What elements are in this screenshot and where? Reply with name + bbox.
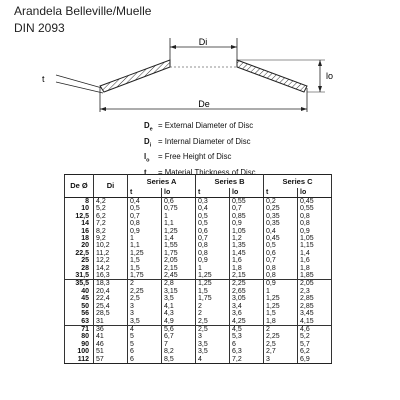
cell-b-lo: 2,15 [230,272,264,280]
cell-b-t: 3 [196,333,230,340]
cell-c-lo: 0,9 [298,228,332,235]
cell-c-lo: 1,15 [298,242,332,249]
cell-c-t: 0,8 [264,265,298,272]
cell-de: 18 [65,235,94,242]
cell-b-lo: 0,55 [230,198,264,206]
cell-di: 20,4 [94,288,128,295]
t-leader-top [56,75,102,88]
cell-de: 45 [65,295,94,302]
cell-b-t: 0,5 [196,213,230,220]
cell-di: 7,2 [94,220,128,227]
legend-item-lo [144,151,256,167]
cell-a-lo: 1 [162,213,196,220]
cell-c-t: 0,9 [264,280,298,288]
cell-di: 6,2 [94,213,128,220]
legend-item-di [144,136,256,152]
cell-c-t: 2,25 [264,333,298,340]
cell-c-lo: 5,7 [298,341,332,348]
cell-c-t: 1,25 [264,295,298,302]
cell-b-t: 0,9 [196,257,230,264]
cell-b-lo: 6,3 [230,348,264,355]
cell-de: 14 [65,220,94,227]
page-title: Arandela Belleville/Muelle [14,4,152,18]
cell-de: 50 [65,303,94,310]
cell-b-lo: 1,8 [230,265,264,272]
dimensions-table [64,174,332,364]
cell-c-t: 0,5 [264,242,298,249]
cell-c-lo: 5,2 [298,333,332,340]
cell-c-lo: 1,85 [298,272,332,280]
cell-a-t: 2,5 [128,295,162,302]
table-row [65,198,332,206]
cell-c-t: 0,6 [264,250,298,257]
cell-a-t: 3 [128,310,162,317]
cell-a-t: 5 [128,333,162,340]
cell-b-lo: 7,2 [230,356,264,364]
table-row [65,341,332,348]
cell-de: 25 [65,257,94,264]
cell-de: 8 [65,198,94,206]
cell-b-lo: 3,6 [230,310,264,317]
cell-c-t: 1,5 [264,310,298,317]
table-row [65,228,332,235]
disc-section-left [100,60,170,92]
cell-de: 112 [65,356,94,364]
cell-c-t: 0,4 [264,228,298,235]
cell-a-t: 4 [128,325,162,333]
cell-c-t: 1 [264,288,298,295]
legend-text: = Material Thickness of Disc [158,167,256,177]
subheader-lo: lo [230,188,264,198]
cell-a-lo: 3,15 [162,288,196,295]
cell-de: 31,5 [65,272,94,280]
cell-c-lo: 0,8 [298,213,332,220]
cell-a-t: 1,1 [128,242,162,249]
cell-a-t: 6 [128,356,162,364]
table-row [65,356,332,364]
cell-a-lo: 8,2 [162,348,196,355]
cell-c-t: 0,35 [264,213,298,220]
cell-a-lo: 5,6 [162,325,196,333]
cell-di: 25,4 [94,303,128,310]
col-header-series-b: Series B [196,175,264,189]
cell-a-lo: 2,05 [162,257,196,264]
col-header-series-c: Series C [264,175,332,189]
cell-c-lo: 2,85 [298,295,332,302]
cell-a-t: 0,5 [128,205,162,212]
table-row [65,325,332,333]
legend-symbol: $l_o$ [144,152,150,164]
cell-b-t: 0,8 [196,242,230,249]
cell-a-lo: 4,9 [162,318,196,326]
cell-di: 11,2 [94,250,128,257]
cell-b-lo: 6 [230,341,264,348]
cell-b-lo: 4,25 [230,318,264,326]
cell-de: 71 [65,325,94,333]
cell-di: 31 [94,318,128,326]
cell-c-t: 0,25 [264,205,298,212]
cell-a-lo: 1,75 [162,250,196,257]
disc-section-right [237,60,307,92]
cell-a-t: 5 [128,341,162,348]
cell-b-lo: 3,05 [230,295,264,302]
cell-c-lo: 4,15 [298,318,332,326]
cell-b-t: 1 [196,265,230,272]
di-arrow-left [170,45,176,49]
cell-b-lo: 3,4 [230,303,264,310]
cell-b-t: 0,5 [196,220,230,227]
cell-c-lo: 2,85 [298,303,332,310]
table-row [65,295,332,302]
cell-b-t: 2,5 [196,325,230,333]
cell-di: 14,2 [94,265,128,272]
cell-c-lo: 1,8 [298,265,332,272]
cell-b-t: 1,25 [196,272,230,280]
cell-b-lo: 1,35 [230,242,264,249]
cell-b-lo: 1,6 [230,257,264,264]
cell-de: 63 [65,318,94,326]
cell-b-lo: 2,65 [230,288,264,295]
subheader-t: t [128,188,162,198]
col-header-series-a: Series A [128,175,196,189]
legend [144,120,256,182]
cell-de: 56 [65,310,94,317]
table-row [65,250,332,257]
cell-de: 22,5 [65,250,94,257]
cell-b-lo: 1,45 [230,250,264,257]
cell-c-t: 2 [264,325,298,333]
cell-b-t: 3,5 [196,341,230,348]
cell-a-t: 0,4 [128,198,162,206]
cell-b-t: 0,7 [196,235,230,242]
cell-c-t: 1,8 [264,318,298,326]
cell-a-t: 0,9 [128,228,162,235]
cell-c-t: 0,8 [264,272,298,280]
cell-b-t: 2,5 [196,318,230,326]
cell-b-t: 1,25 [196,280,230,288]
cell-di: 51 [94,348,128,355]
cell-c-lo: 1,6 [298,257,332,264]
cell-a-lo: 6,7 [162,333,196,340]
cell-a-lo: 1,1 [162,220,196,227]
cell-c-lo: 2,05 [298,280,332,288]
table-row [65,213,332,220]
cell-a-t: 3,5 [128,318,162,326]
table-row [65,220,332,227]
cell-a-lo: 8,5 [162,356,196,364]
cell-de: 28 [65,265,94,272]
cell-de: 40 [65,288,94,295]
cell-c-lo: 1,05 [298,235,332,242]
table-header-row [65,175,332,189]
legend-symbol: t [144,167,147,177]
cell-di: 12,2 [94,257,128,264]
cell-a-lo: 2,15 [162,265,196,272]
cell-b-lo: 1,05 [230,228,264,235]
de-arrow-left [100,107,106,111]
table-row [65,333,332,340]
cell-b-t: 0,6 [196,228,230,235]
subheader-t: t [196,188,230,198]
cell-de: 90 [65,341,94,348]
cell-b-lo: 4,5 [230,325,264,333]
cell-di: 10,2 [94,242,128,249]
cell-c-t: 0,7 [264,257,298,264]
cell-c-t: 0,2 [264,198,298,206]
cell-c-t: 0,35 [264,220,298,227]
subheader-t: t [264,188,298,198]
cell-b-t: 0,8 [196,250,230,257]
cell-a-lo: 4,1 [162,303,196,310]
cell-c-lo: 3,45 [298,310,332,317]
cell-a-t: 3 [128,303,162,310]
cell-de: 16 [65,228,94,235]
di-label: Di [198,37,208,47]
legend-symbol: $D_e$ [144,121,153,133]
cell-di: 16,3 [94,272,128,280]
cell-a-t: 1,5 [128,265,162,272]
legend-item-de [144,120,256,136]
legend-text: = Internal Diameter of Disc [158,136,251,146]
table-row [65,318,332,326]
table-body [65,198,332,364]
cell-b-lo: 2,25 [230,280,264,288]
subheader-lo: lo [298,188,332,198]
col-header-di: Di [94,175,128,198]
t-leader-bottom [56,82,103,93]
lo-arrow-bottom [318,86,322,92]
cell-b-t: 1,5 [196,288,230,295]
cell-a-lo: 0,6 [162,198,196,206]
table-row [65,310,332,317]
cell-c-lo: 1,4 [298,250,332,257]
cell-di: 36 [94,325,128,333]
cell-a-t: 1 [128,235,162,242]
cell-c-lo: 0,8 [298,220,332,227]
cell-b-lo: 5,3 [230,333,264,340]
table-row [65,272,332,280]
cell-b-lo: 0,7 [230,205,264,212]
table-row [65,265,332,272]
cell-de: 20 [65,242,94,249]
table-row [65,303,332,310]
cell-a-t: 0,8 [128,220,162,227]
legend-text: = Free Height of Disc [158,152,232,162]
cell-c-t: 1,25 [264,303,298,310]
cell-c-lo: 0,45 [298,198,332,206]
cell-di: 5,2 [94,205,128,212]
cell-di: 28,5 [94,310,128,317]
cell-b-t: 0,4 [196,205,230,212]
cell-de: 100 [65,348,94,355]
lo-label: lo [326,71,334,81]
cell-b-lo: 0,9 [230,220,264,227]
cell-di: 9,2 [94,235,128,242]
cell-a-t: 1,5 [128,257,162,264]
cell-c-lo: 0,55 [298,205,332,212]
cell-a-t: 6 [128,348,162,355]
table-row [65,235,332,242]
belleville-washer-diagram [0,0,400,120]
legend-text: = External Diameter of Disc [158,121,254,130]
cell-b-t: 3,5 [196,348,230,355]
cell-di: 46 [94,341,128,348]
de-label: De [198,99,210,109]
legend-symbol: $D_i$ [144,136,152,149]
t-label: t [42,74,45,84]
table-row [65,348,332,355]
cell-de: 12,5 [65,213,94,220]
cell-di: 18,3 [94,280,128,288]
cell-de: 35,5 [65,280,94,288]
cell-di: 57 [94,356,128,364]
cell-di: 4,2 [94,198,128,206]
cell-c-lo: 4,6 [298,325,332,333]
cell-c-t: 2,7 [264,348,298,355]
table-row [65,288,332,295]
cell-a-t: 2,25 [128,288,162,295]
cell-b-lo: 0,85 [230,213,264,220]
cell-b-t: 2 [196,310,230,317]
cell-di: 22,4 [94,295,128,302]
de-arrow-right [301,107,307,111]
cell-b-lo: 1,2 [230,235,264,242]
cell-de: 10 [65,205,94,212]
cell-c-t: 3 [264,356,298,364]
col-header-de: De Ø [65,175,94,198]
cell-a-lo: 0,75 [162,205,196,212]
cell-c-lo: 2,3 [298,288,332,295]
table-row [65,280,332,288]
cell-b-t: 4 [196,356,230,364]
cell-a-lo: 2,8 [162,280,196,288]
table-row [65,242,332,249]
cell-a-t: 1,75 [128,272,162,280]
lo-arrow-top [318,60,322,66]
cell-b-t: 1,75 [196,295,230,302]
subheader-lo: lo [162,188,196,198]
page-subtitle: DIN 2093 [14,21,65,35]
cell-a-lo: 2,45 [162,272,196,280]
cell-a-lo: 4,3 [162,310,196,317]
cell-a-t: 0,7 [128,213,162,220]
cell-de: 80 [65,333,94,340]
cell-b-t: 2 [196,303,230,310]
cell-a-t: 2 [128,280,162,288]
cell-c-t: 2,5 [264,341,298,348]
table-row [65,205,332,212]
cell-a-lo: 3,5 [162,295,196,302]
cell-di: 41 [94,333,128,340]
cell-b-t: 0,3 [196,198,230,206]
table-row [65,257,332,264]
cell-c-lo: 6,2 [298,348,332,355]
cell-c-t: 0,45 [264,235,298,242]
cell-a-lo: 7 [162,341,196,348]
cell-di: 8,2 [94,228,128,235]
di-arrow-right [231,45,237,49]
cell-a-t: 1,25 [128,250,162,257]
cell-a-lo: 1,55 [162,242,196,249]
cell-a-lo: 1,4 [162,235,196,242]
cell-c-lo: 6,9 [298,356,332,364]
cell-a-lo: 1,25 [162,228,196,235]
